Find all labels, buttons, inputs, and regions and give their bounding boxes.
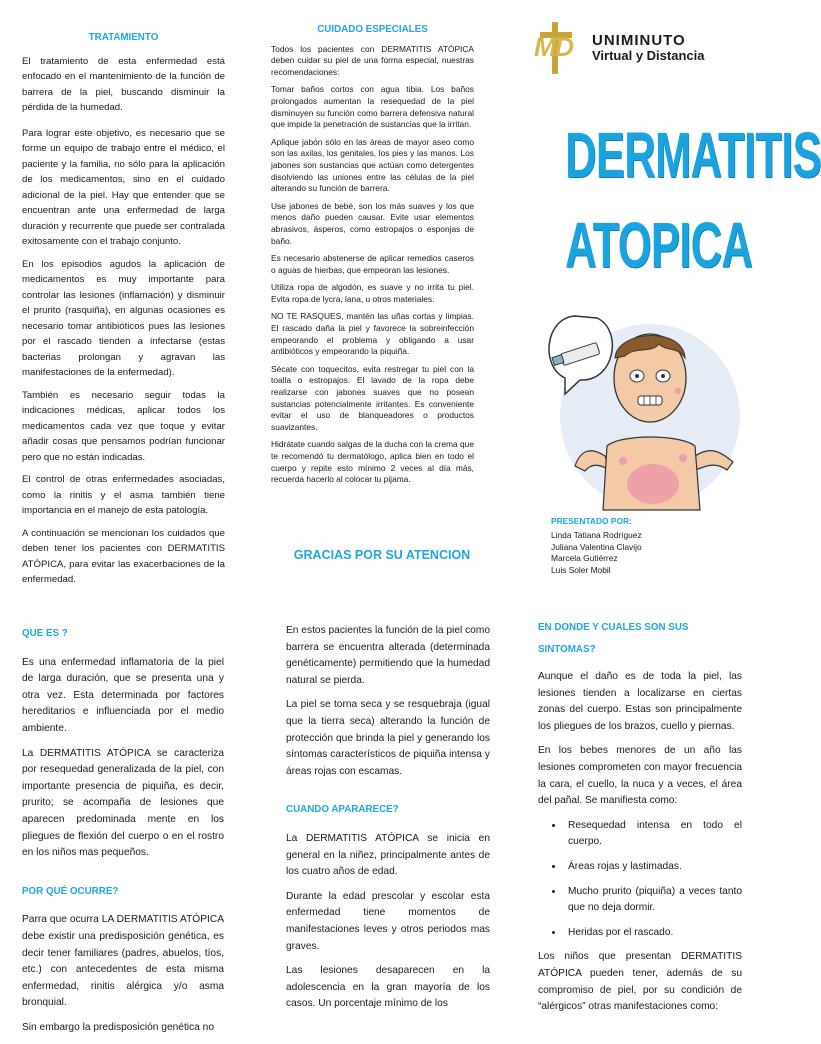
what-is-paragraph: Es una enfermedad inflamatoria de la piel de larga duración, que se presenta una y otra vez. Esta determinada por factores hereditarios e influenciada por el medio ambiente. <box>22 656 224 734</box>
author-name: Marcela Gutiérrez <box>551 553 618 564</box>
treatment-paragraph: El tratamiento de esta enfermedad está enfocado en el mantenimiento de la función de barrera de la piel, buscando disminuir la pérdida de la humedad. <box>22 55 225 113</box>
what-is-paragraph: La DERMATITIS ATÓPICA se caracteriza por resequedad generalizada de la piel, con importante presencia de piquiña, es decir, prurito; se acompaña de lesiones que aparecen predominada mente en los pliegues de flexión del cuerpo o en el rostro en los niños mas pequeños. <box>22 747 224 859</box>
treatment-paragraph: El control de otras enfermedades asociadas, como la rinitis y el asma también tiene importancia en el manejo de esta patología. <box>22 474 225 516</box>
author-name: Juliana Valentina Clavijo <box>551 541 642 552</box>
list-item: • Heridas por el rascado. <box>564 925 742 942</box>
treatment-paragraph: En los episodios agudos la aplicación de medicamentos es muy importante para controlar las lesiones (inflamación) y disminuir el prurito (rasquiña), en algunas ocasiones es necesario tomar antibióticos pues las lesiones por el rascado tienden a infectarse (estas bacterias prolongan y agravan las manifestaciones de la enfermedad). <box>22 258 225 378</box>
barrier-paragraph: En estos pacientes la función de la piel como barrera se encuentra alterada (determinada genéticamente) permitiendo que la humedad natural se pierda. <box>286 625 490 686</box>
barrier-section <box>286 623 490 1021</box>
treatment-paragraph: También es necesario seguir todas la indicaciones médicas, aplicar todos los medicamentos cada vez que toque y evitar añadir cosas que pensamos podrían funcionar pero que no están indicadas. <box>22 389 225 463</box>
care-paragraph: Hidrátate cuando salgas de la ducha con la crema que te recomendó tu dermatólogo, aplica bien en todo el cuerpo y repite esto mínimo 2 veces al día más, recuerda hacerlo al colocar tu pijama. <box>271 439 474 485</box>
why-heading: POR QUÉ OCURRE? <box>22 885 119 897</box>
why-paragraph: Parra que ocurra LA DERMATITIS ATÓPICA debe existir una predisposición genética, es decir tener familiares (padres, abuelos, tíos, etc.) con antecedentes de esta misma enfermedad, rinitis alérgica y/o asma bronquial. <box>22 914 224 1009</box>
care-paragraph: Tomar baños cortos con agua tibia. Los baños prolongados aumentan la resequedad de la piel disminuyen su función como barrera defensiva natural que impide la penetración de sustancias que la irritan. <box>271 84 474 130</box>
when-paragraph: Durante la edad prescolar y escolar esta enfermedad tiene momentos de manifestaciones leves y otros periodos mas graves. <box>286 890 490 952</box>
symptoms-section <box>538 617 742 1024</box>
treatment-paragraph: A continuación se mencionan los cuidados que deben tener los pacientes con DERMATITIS ATÓPICA, para evitar las exacerbaciones de la enfermedad. <box>22 527 225 585</box>
author-name: Luis Soler Mobil <box>551 565 611 576</box>
barrier-paragraph: La piel se torna seca y se resquebraja (igual que la tierra seca) alterando la función de protección que brinda la piel y generando los síntomas característicos de piquiña intensa y áreas rojas con escamas. <box>286 699 490 777</box>
care-paragraph: NO TE RASQUES, mantén las uñas cortas y limpias. El rascado daña la piel y favorece la sobreinfección empeorando el problema y obligando a usar antibióticos y empeorando la piquiña. <box>271 311 474 357</box>
logo-line-1: UNIMINUTO <box>592 32 686 49</box>
when-heading: CUANDO APARARECE? <box>286 804 399 816</box>
dermatitis-boy-illustration <box>535 296 760 511</box>
title-dermatitis: DERMATITIS <box>565 119 821 191</box>
why-paragraph: Sin embargo la predisposición genética no <box>22 1021 214 1033</box>
treatment-heading: TRATAMIENTO <box>88 32 159 43</box>
author-name: Linda Tatiana Rodríguez <box>551 529 642 540</box>
when-paragraph: La DERMATITIS ATÓPICA se inicia en general en la niñez, principalmente antes de los cuatro años de edad. <box>286 832 490 878</box>
list-item: • Resequedad intensa en todo el cuerpo. <box>564 818 742 851</box>
symptoms-heading: EN DONDE Y CUALES SON SUS SINTOMAS? <box>538 622 689 655</box>
list-item: • Áreas rojas y lastimadas. <box>564 859 742 876</box>
care-paragraph: Use jabones de bebé, son los más suaves y los que menos daño pueden causar. Evite usar elementos abrasivos, ásperos, como estropajos o esponjas de baño. <box>271 200 474 246</box>
care-paragraph: Es necesario abstenerse de aplicar remedios caseros o aguas de hierbas, que empeoran las lesiones. <box>271 253 474 275</box>
thanks-message: GRACIAS POR SU ATENCION <box>293 548 471 562</box>
logo-mark-text: MD <box>534 32 572 62</box>
list-item: • Mucho prurito (piquiña) a veces tanto que no deja dormir. <box>564 884 742 917</box>
care-paragraph: Sécate con toquecitos, evita restregar tu piel con la toalla o estropajos. El lavado de la ropa debe realizarse con jabones suaves que no posean sustancias potencialmente irritantes. Es conveniente evitar el uso de blanqueadores o productos suavizantes. <box>271 363 474 432</box>
care-paragraph: Aplique jabón sólo en las áreas de mayor aseo como son las axilas, los genitales, los pies y las manos. Los jabones son sustancias que actúan como detergentes disolviendo las uniones entre las células de la piel alterando su función de barrera. <box>271 136 474 194</box>
special-care-section <box>271 24 474 492</box>
treatment-section <box>22 30 225 595</box>
what-is-section <box>22 626 224 1044</box>
symptoms-list <box>538 818 742 942</box>
symptoms-paragraph: Aunque el daño es de toda la piel, las lesiones tienden a localizarse en ciertas zonas del cuerpo. Estas son principalmente los pliegues de los brazos, cuello y piernas. <box>538 671 742 732</box>
care-paragraph: Utiliza ropa de algodón, es suave y no irrita tu piel. Evita ropa de lycra, lana, u otros materiales. <box>271 282 474 304</box>
presenters-block <box>551 516 642 577</box>
symptoms-paragraph: En los bebes menores de un año las lesiones comprometen con mayor frecuencia la cara, el cuello, la nuca y a veces, el área del pañal. Se manifiesta como: <box>538 745 742 807</box>
logo-line-2: Virtual y Distancia <box>592 48 705 63</box>
what-is-heading: QUE ES ? <box>22 628 68 639</box>
special-care-heading: CUIDADO ESPECIALES <box>317 24 428 35</box>
presented-by-label: PRESENTADO POR: <box>551 516 632 526</box>
uniminuto-logo <box>526 18 746 78</box>
care-paragraph: Todos los pacientes con DERMATITIS ATÓPICA deben cuidar su piel de una forma especial, nuestras recomendaciones: <box>271 43 474 77</box>
when-paragraph: Las lesiones desaparecen en la adolescencia en la gran mayoría de los casos. Un porcentaje mínimo de los <box>286 965 490 1010</box>
symptoms-paragraph: Los niños que presentan DERMATITIS ATÓPICA pueden tener, además de su compromiso de piel, por su condición de “alérgicos” otras manifestaciones como: <box>538 951 742 1013</box>
title-atopica: ATOPICA <box>565 209 753 281</box>
treatment-paragraph: Para lograr este objetivo, es necesario que se forme un equipo de trabajo entre el médico, el paciente y la familia, no sólo para la aplicación de los medicamentos, sino en el cuidado adicional de la piel. Hay que entender que se encuentran ante una enfermedad de larga duración y recurrente que puede ser contralada exitosamente con el trabajo conjunto. <box>22 127 225 247</box>
